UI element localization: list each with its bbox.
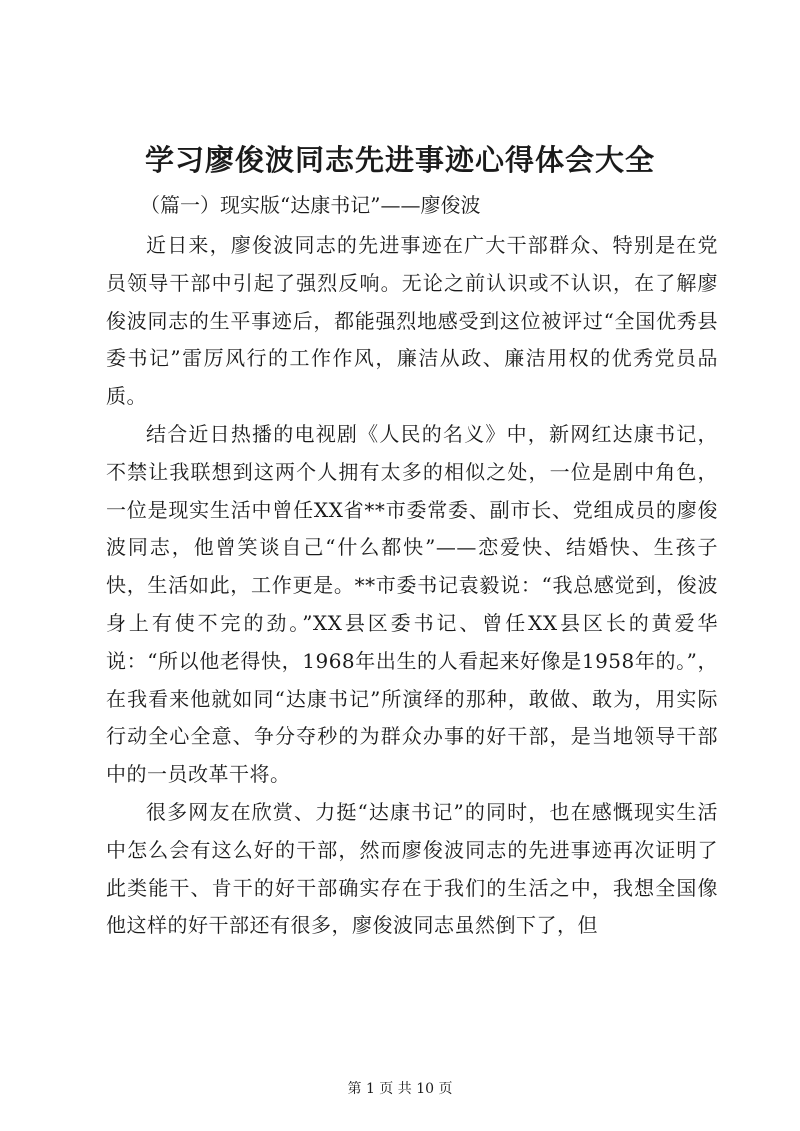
- section-heading: （篇一）现实版“达康书记”——廖俊波: [140, 193, 481, 217]
- paragraph: 很多网友在欣赏、力挺“达康书记”的同时，也在感慨现实生活中怎么会有这么好的干部，然而廖俊波同志的先进事迹再次证明了此类能干、肯干的好干部确实存在于我们的生活之中，我想全国像他这样的好干部还有很多，廖俊波同志虽然倒下了，但: [106, 799, 718, 938]
- paragraph: 结合近日热播的电视剧《人民的名义》中，新网红达康书记，不禁让我联想到这两个人拥有太多的相似之处，一位是剧中角色，一位是现实生活中曾任XX省**市委常委、副市长、党组成员的廖俊波同志，他曾笑谈自己“什么都快”——恋爱快、结婚快、生孩子快，生活如此，工作更是。**市委书记袁毅说：“我总感觉到，俊波身上有使不完的劲。”XX县区委书记、曾任XX县区长的黄爱华说：“所以他老得快，1968年出生的人看起来好像是1958年的。”，在我看来他就如同“达康书记”所演绎的那种，敢做、敢为，用实际行动全心全意、争分夺秒的为群众办事的好干部，是当地领导干部中的一员改革干将。: [106, 421, 718, 787]
- paragraph: 近日来，廖俊波同志的先进事迹在广大干部群众、特别是在党员领导干部中引起了强烈反响。无论之前认识或不认识，在了解廖俊波同志的生平事迹后，都能强烈地感受到这位被评过“全国优秀县委书记”雷厉风行的工作作风，廉洁从政、廉洁用权的优秀党员品质。: [106, 233, 718, 409]
- document-body: [106, 227, 718, 945]
- document-title: 学习廖俊波同志先进事迹心得体会大全: [144, 143, 655, 177]
- page-footer: 第 1 页 共 10 页: [347, 1081, 453, 1097]
